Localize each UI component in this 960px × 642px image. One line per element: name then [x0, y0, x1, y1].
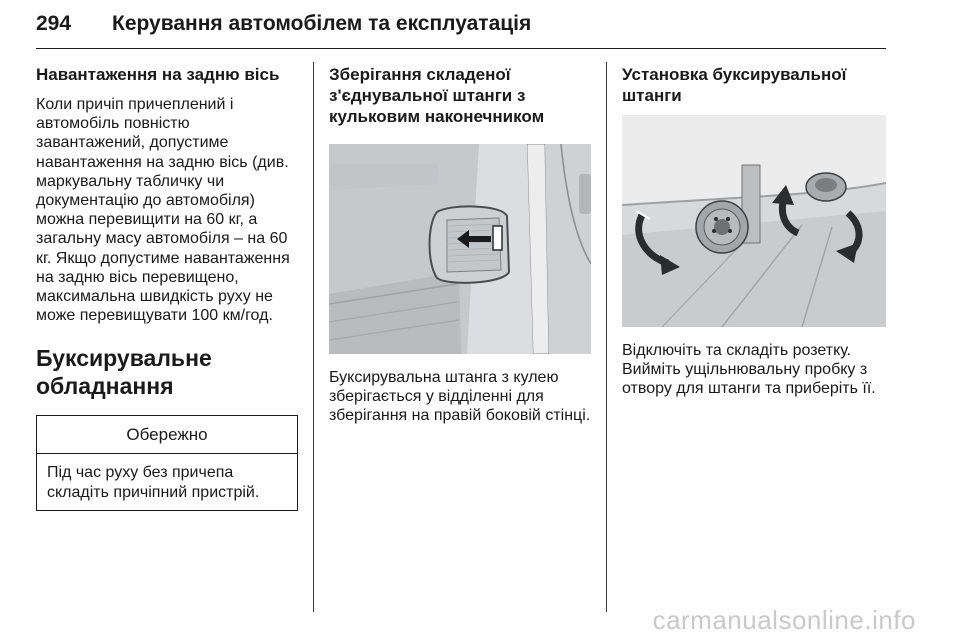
towing-section-title: Буксирувальне обладнання: [36, 345, 212, 400]
running-title: Керування автомобілем та експлуатація: [112, 12, 532, 35]
warning-text: Під час руху без причепа складіть причіпний пристрій.: [47, 464, 260, 501]
column-divider-1: [313, 62, 314, 612]
column-divider-2: [606, 62, 607, 612]
installation-caption: Відключіть та складіть розетку. Вийміть ущільнювальну пробку з отвору для штанги та приберіть її.: [622, 342, 876, 398]
socket-folding-illustration: [622, 115, 886, 327]
storage-caption: Буксирувальна штанга з кулею зберігається у відділенні для зберігання на правій боковій стінці.: [329, 369, 591, 425]
socket-folding-figure: [622, 115, 886, 327]
installation-heading: Установка буксирувальної штанги: [622, 65, 847, 105]
storage-compartment-illustration: [329, 144, 591, 354]
warning-title: Обережно: [37, 416, 297, 454]
column-3: [622, 64, 886, 399]
page-number: 294: [36, 12, 72, 35]
warning-box: [36, 415, 298, 510]
storage-heading: Зберігання складеної з'єднувальної штанги з кульковим наконечником: [329, 65, 545, 126]
column-1: [36, 64, 300, 511]
header-rule: [36, 48, 886, 49]
rear-axle-heading: Навантаження на задню вісь: [36, 65, 280, 84]
storage-compartment-figure: [329, 144, 591, 354]
column-2: [329, 64, 595, 426]
watermark: carmanualsonline.info: [652, 605, 916, 635]
page-header: [36, 12, 886, 48]
rear-axle-paragraph: Коли причіп причеплений і автомобіль повністю завантажений, допустиме навантаження на задню вісь (див. маркувальну табличку чи документацію до автомобіля) можна перевищити на 60 кг, а загальну масу автомобіля – на 60 кг. Якщо допустиме навантаження на задню вісь перевищено, максимальна швидкість руху не може перевищувати 100 км/год.: [36, 96, 290, 325]
